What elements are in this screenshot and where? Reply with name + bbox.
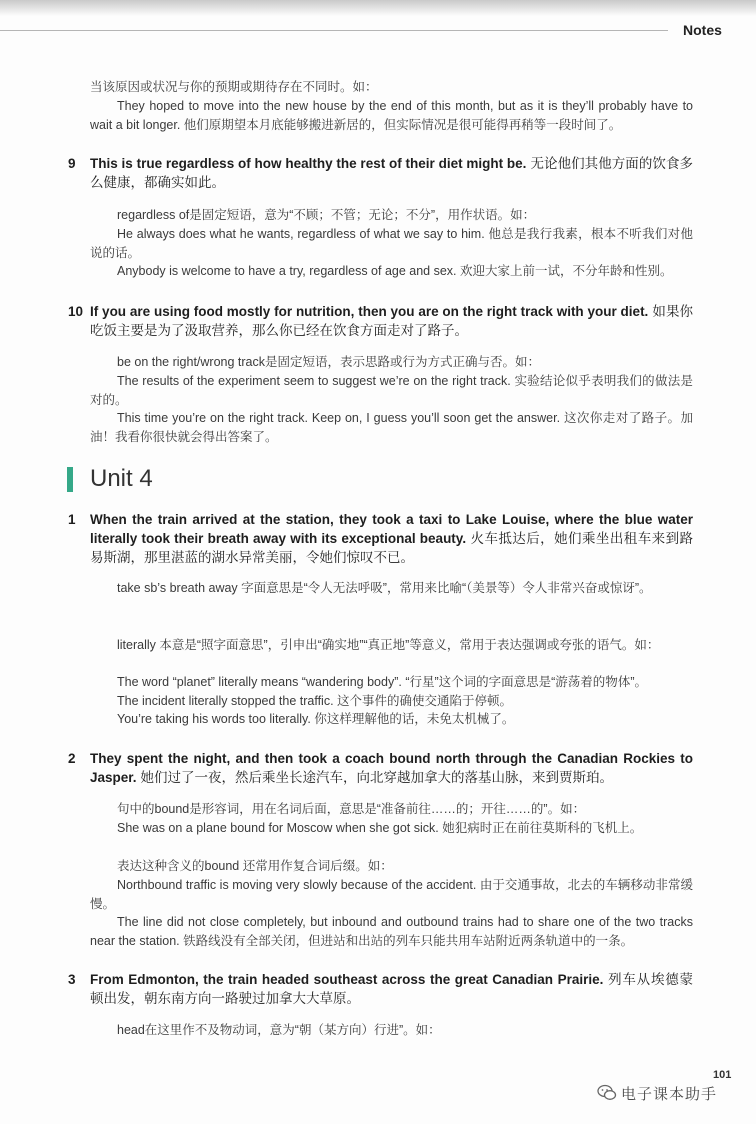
example-sentence: The line did not close completely, but inbound and outbound trains had to share one of the two tracks near the station. 铁路线没有全部关闭，但进站和出站的列车只能共用车站附近两条轨道中的一条。 bbox=[90, 915, 693, 948]
note-explanation: 表达这种含义的bound 还常用作复合词后缀。如： bbox=[117, 859, 393, 873]
example-sentence: The results of the experiment seem to suggest we’re on the right track. 实验结论似乎表明我们的做法是对的。 bbox=[90, 374, 693, 407]
note-sentence: This is true regardless of how healthy the rest of their diet might be. bbox=[90, 156, 527, 171]
note-number: 2 bbox=[68, 751, 76, 766]
note-explanation: be on the right/wrong track是固定短语，表示思路或行为方式正确与否。如： bbox=[117, 355, 540, 369]
example-sentence: He always does what he wants, regardless of what we say to him. 他总是我行我素，根本不听我们对他说的话。 bbox=[90, 227, 693, 260]
unit-heading-bar bbox=[67, 467, 73, 492]
note-translation: 如果你吃饭主要是为了汲取营养，那么你已经在饮食方面走对了路子。 bbox=[90, 304, 694, 338]
example-sentence: This time you’re on the right track. Keep on, I guess you’ll soon get the answer. 这次你走对了路子。加油！我看你很快就会得出答案了。 bbox=[90, 411, 693, 444]
note-translation: 无论他们其他方面的饮食多么健康，都确实如此。 bbox=[90, 156, 693, 190]
note-sentence: If you are using food mostly for nutrition, then you are on the right track with your diet. bbox=[90, 304, 649, 319]
unit4-note-3 bbox=[68, 970, 693, 1008]
unit-heading: Unit 4 bbox=[90, 465, 153, 492]
page-number: 101 bbox=[713, 1069, 732, 1081]
note-number: 1 bbox=[68, 512, 76, 527]
unit4-note-2 bbox=[68, 749, 693, 787]
example-sentence: The word “planet” literally means “wandering body”. “行星”这个词的字面意思是“游荡着的物体”。 bbox=[117, 675, 647, 689]
note-explanation: literally 本意是“照字面意思”，引申出“确实地”“真正地”等意义，常用于表达强调或夸张的语气。如： bbox=[117, 638, 660, 652]
note-explanation: 句中的bound是形容词，用在名词后面，意思是“准备前往……的；开往……的”。如： bbox=[117, 802, 586, 816]
scan-shadow bbox=[0, 0, 756, 16]
note-number: 3 bbox=[68, 972, 76, 987]
note-translation: 列车从埃德蒙顿出发，朝东南方向一路驶过加拿大大草原。 bbox=[90, 972, 693, 1006]
header-rule bbox=[0, 30, 668, 31]
note-10 bbox=[68, 302, 694, 340]
example-sentence: Anybody is welcome to have a try, regardless of age and sex. 欢迎大家上前一试，不分年龄和性别。 bbox=[117, 264, 673, 278]
note-explanation: take sb’s breath away 字面意思是“令人无法呼吸”，常用来比喻“（美景等）令人非常兴奋或惊讶”。 bbox=[117, 581, 652, 595]
note-9 bbox=[68, 154, 693, 192]
chat-icon bbox=[597, 1084, 617, 1101]
example-sentence: You’re taking his words too literally. 你这样理解他的话，未免太机械了。 bbox=[117, 712, 515, 726]
watermark: 电子课本助手 bbox=[621, 1086, 718, 1103]
note-sentence: From Edmonton, the train headed southeast across the great Canadian Prairie. bbox=[90, 972, 604, 987]
note-sentence: They spent the night, and then took a coach bound north through the Canadian Rockies to Jasper. bbox=[90, 751, 693, 785]
example-sentence: They hoped to move into the new house by the end of this month, but as it is they’ll probably have to wait a bit longer. 他们原期望本月底能够搬进新居的，但实际情况是很可能得再稍等一段时间了。 bbox=[90, 99, 693, 132]
note-number: 9 bbox=[68, 156, 76, 171]
example-sentence: The incident literally stopped the traffic. 这个事件的确使交通陷于停顿。 bbox=[117, 694, 513, 708]
note-sentence: When the train arrived at the station, they took a taxi to Lake Louise, where the blue water literally took their breath away with its exceptional beauty. bbox=[90, 512, 693, 546]
example-sentence: Northbound traffic is moving very slowly because of the accident. 由于交通事故，北去的车辆移动非常缓慢。 bbox=[90, 878, 693, 911]
note-translation: 她们过了一夜，然后乘坐长途汽车，向北穿越加拿大的落基山脉，来到贾斯珀。 bbox=[140, 770, 614, 785]
unit4-note-1 bbox=[68, 510, 694, 567]
section-title: Notes bbox=[683, 22, 722, 38]
carryover-explanation: 当该原因或状况与你的预期或期待存在不同时。如： bbox=[90, 80, 378, 94]
note-number: 10 bbox=[68, 304, 84, 319]
note-translation: 火车抵达后，她们乘坐出租车来到路易斯湖，那里湛蓝的湖水异常美丽，令她们惊叹不已。 bbox=[90, 531, 694, 565]
note-explanation: regardless of是固定短语，意为“不顾；不管；无论；不分”，用作状语。如： bbox=[117, 208, 536, 222]
example-sentence: She was on a plane bound for Moscow when she got sick. 她犯病时正在前往莫斯科的飞机上。 bbox=[117, 821, 643, 835]
note-explanation: head在这里作不及物动词，意为“朝（某方向）行进”。如： bbox=[117, 1023, 441, 1037]
